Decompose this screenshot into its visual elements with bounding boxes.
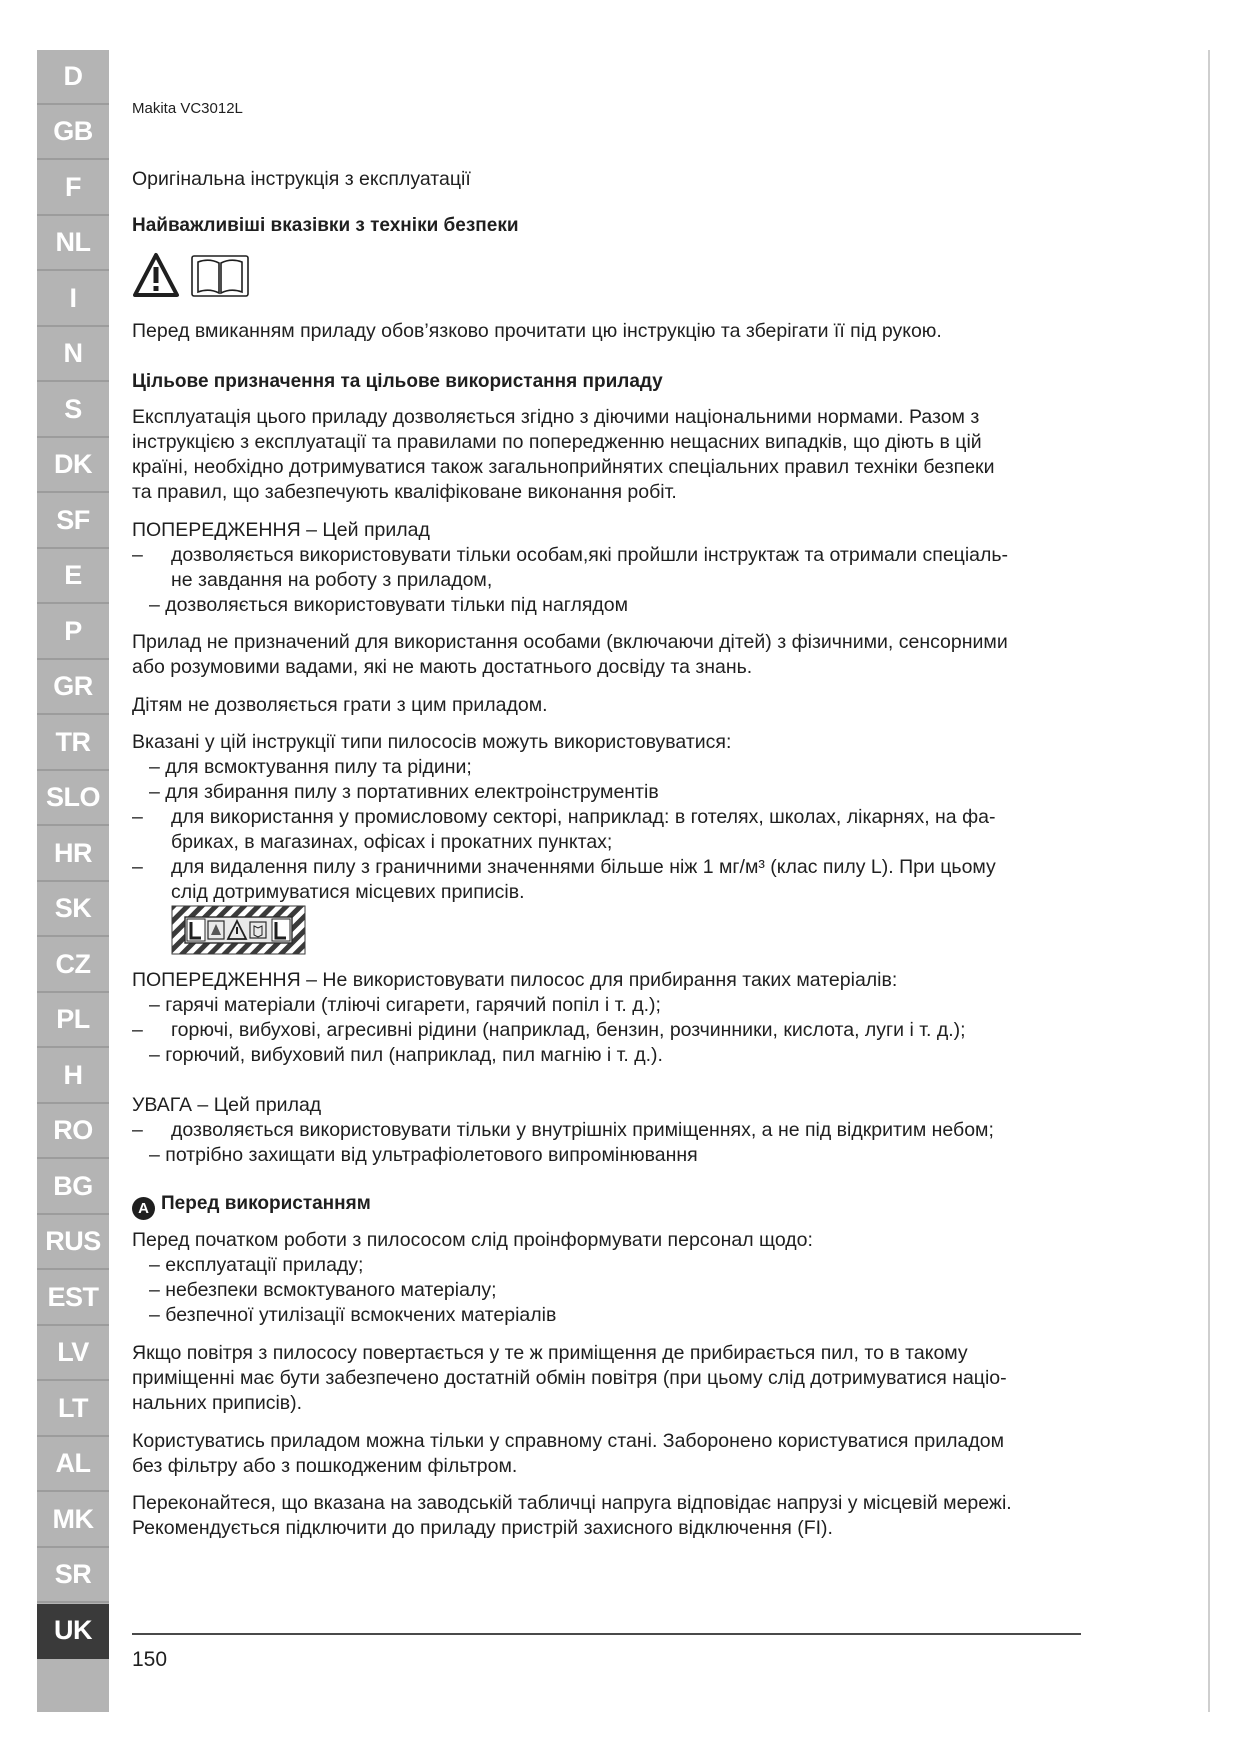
- language-tab-nl: NL: [37, 217, 109, 272]
- before-use-list: [132, 1253, 1082, 1328]
- text-line: нальних приписів).: [132, 1392, 303, 1414]
- language-tab-est: EST: [37, 1271, 109, 1326]
- text-line: без фільтру або з пошкодженим фільтром.: [132, 1455, 518, 1477]
- text-line: горючі, вибухові, агресивні рідини (наприклад, бензин, розчинники, кислота, луги і т. д.);: [171, 1019, 966, 1041]
- text-line: безпечної утилізації всмокчених матеріалів: [165, 1304, 557, 1326]
- language-tab-al: AL: [37, 1438, 109, 1493]
- text-line: Користуватись приладом можна тільки у справному стані. Заборонено користуватися приладом: [132, 1430, 1005, 1452]
- page-number: 150: [132, 1648, 168, 1671]
- text-line: не завдання на роботу з приладом,: [171, 569, 493, 591]
- text-line: Рекомендується підключити до приладу пристрій захисного відключення (FI).: [132, 1517, 833, 1539]
- language-tab-sf: SF: [37, 494, 109, 549]
- warning-title: ПОПЕРЕДЖЕННЯ – Не використовувати пилосос для прибирання таких матеріалів:: [132, 969, 898, 991]
- language-tab-sr: SR: [37, 1549, 109, 1604]
- language-tab-sk: SK: [37, 883, 109, 938]
- text-line: Переконайтеся, що вказана на заводській табличці напруга відповідає напрузі у місцевій мережі.: [132, 1492, 1012, 1514]
- text-line: небезпеки всмоктуваного матеріалу;: [165, 1279, 497, 1301]
- text-line: – для видалення пилу з граничними значеннями більше ніж 1 мг/м³ (клас пилу L). При цьому: [171, 856, 996, 878]
- safety-heading: Найважливіші вказівки з техніки безпеки: [132, 215, 519, 236]
- before-use-heading: [132, 1191, 371, 1220]
- list-item: [132, 1043, 1082, 1068]
- language-tab-gr: GR: [37, 661, 109, 716]
- language-tab-lv: LV: [37, 1327, 109, 1382]
- before-use-section: [132, 1228, 1082, 1328]
- text-line: бриках, в магазинах, офісах і прокатних пунктах;: [171, 831, 613, 853]
- list-item: [132, 805, 1082, 855]
- language-tab-p: P: [37, 605, 109, 660]
- language-tab-mk: MK: [37, 1493, 109, 1548]
- text-line: та правил, що забезпечують кваліфіковане виконання робіт.: [132, 481, 677, 503]
- section-badge-a: A: [132, 1197, 155, 1220]
- language-tab-bg: BG: [37, 1160, 109, 1215]
- text-line: для збирання пилу з портативних електроінструментів: [165, 781, 659, 803]
- text-line: горючий, вибуховий пил (наприклад, пил магнію і т. д.).: [165, 1044, 663, 1066]
- language-tab-f: F: [37, 161, 109, 216]
- manual-book-icon: [190, 252, 250, 298]
- language-tab-lt: LT: [37, 1382, 109, 1437]
- text-line: країні, необхідно дотримуватися також загальноприйнятих спеціальних правил техніки безпеки: [132, 456, 995, 478]
- uses-section: [132, 730, 1082, 905]
- list-item: [132, 543, 1082, 593]
- text-line: – дозволяється використовувати тільки особам,які пройшли інструктаж та отримали спеціаль-: [171, 544, 1009, 566]
- caution-title: УВАГА – Цей прилад: [132, 1094, 322, 1116]
- list-item: [132, 780, 1082, 805]
- text-line: потрібно захищати від ультрафіолетового випромінювання: [165, 1144, 698, 1166]
- text-line: експлуатації приладу;: [165, 1254, 364, 1276]
- language-tab-gb: GB: [37, 106, 109, 161]
- list-item: [132, 1278, 1082, 1303]
- language-tab-rus: RUS: [37, 1216, 109, 1271]
- language-tab-tr: TR: [37, 716, 109, 771]
- uses-list: [132, 755, 1082, 905]
- read-instructions-text: Перед вмиканням приладу обов’язково прочитати цю інструкцію та зберігати її під рукою.: [132, 320, 942, 342]
- list-item: [132, 1018, 1082, 1043]
- warning-section: [132, 518, 1082, 618]
- document-title: Оригінальна інструкція з експлуатації: [132, 168, 471, 190]
- language-tab-h: H: [37, 1049, 109, 1104]
- list-item: [132, 1118, 1082, 1143]
- caution-list: [132, 1118, 1082, 1168]
- language-tab-n: N: [37, 328, 109, 383]
- language-tab-bar: [37, 50, 109, 1712]
- right-edge-rule: [1208, 50, 1210, 1712]
- language-tab-pl: PL: [37, 994, 109, 1049]
- text-line: або розумовими вадами, які не мають достатнього досвіду та знань.: [132, 656, 753, 678]
- text-line: гарячі матеріали (тліючі сигарети, гарячий попіл і т. д.);: [165, 994, 661, 1016]
- text-line: дозволяється використовувати тільки під наглядом: [165, 594, 629, 616]
- not-intended-paragraph: [132, 630, 1008, 680]
- air-exchange-paragraph: [132, 1341, 1007, 1416]
- list-item: [132, 1303, 1082, 1328]
- before-use-heading-text: Перед використанням: [161, 1193, 371, 1214]
- text-line: – для використання у промисловому секторі, наприклад: в готелях, школах, лікарнях, на фа-: [171, 806, 996, 828]
- warning-list: [132, 543, 1082, 618]
- text-line: приміщенні має бути забезпечено достатній обмін повітря (при цьому слід дотримуватися націо-: [132, 1367, 1007, 1389]
- before-use-intro: Перед початком роботи з пилососом слід проінформувати персонал щодо:: [132, 1229, 813, 1251]
- warning-materials-section: [132, 968, 1082, 1068]
- text-line: слід дотримуватися місцевих приписів.: [171, 881, 525, 903]
- language-tab-d: D: [37, 50, 109, 105]
- purpose-paragraph: [132, 405, 995, 505]
- uses-intro: Вказані у цій інструкції типи пилососів можуть використовуватися:: [132, 731, 732, 753]
- condition-paragraph: [132, 1429, 1004, 1479]
- language-tab-i: I: [37, 272, 109, 327]
- list-item: [132, 593, 1082, 618]
- language-tab-hr: HR: [37, 827, 109, 882]
- language-tab-dk: DK: [37, 439, 109, 494]
- language-tab-e: E: [37, 550, 109, 605]
- purpose-heading: Цільове призначення та цільове використання приладу: [132, 371, 663, 392]
- warning-materials-list: [132, 993, 1082, 1068]
- caution-section: [132, 1093, 1082, 1168]
- language-tab-s: S: [37, 383, 109, 438]
- text-line: Якщо повітря з пилососу повертається у те ж приміщення де прибирається пил, то в такому: [132, 1342, 968, 1364]
- footer-rule: [132, 1633, 1081, 1635]
- language-tab-uk: UK: [37, 1604, 109, 1659]
- list-item: [132, 1253, 1082, 1278]
- language-tab-slo: SLO: [37, 772, 109, 827]
- list-item: [132, 755, 1082, 780]
- voltage-paragraph: [132, 1491, 1012, 1541]
- dust-class-l-icon: [171, 905, 306, 955]
- list-item: [132, 993, 1082, 1018]
- warning-triangle-icon: [132, 252, 180, 298]
- safety-icons: [132, 252, 250, 298]
- list-item: [132, 855, 1082, 905]
- language-tab-ro: RO: [37, 1105, 109, 1160]
- text-line: для всмоктування пилу та рідини;: [165, 756, 472, 778]
- text-line: інструкцією з експлуатації та правилами по попередженню нещасних випадків, що діють в цій: [132, 431, 982, 453]
- warning-title: ПОПЕРЕДЖЕННЯ – Цей прилад: [132, 519, 430, 541]
- text-line: Прилад не призначений для використання особами (включаючи дітей) з фізичними, сенсорними: [132, 631, 1008, 653]
- text-line: дозволяється використовувати тільки у внутрішніх приміщеннях, а не під відкритим небом;: [171, 1119, 994, 1141]
- list-item: [132, 1143, 1082, 1168]
- text-line: Експлуатація цього приладу дозволяється згідно з діючими національними нормами. Разом з: [132, 406, 980, 428]
- children-text: Дітям не дозволяється грати з цим приладом.: [132, 694, 548, 716]
- language-tab-cz: CZ: [37, 938, 109, 993]
- model-name: Makita VC3012L: [132, 100, 243, 117]
